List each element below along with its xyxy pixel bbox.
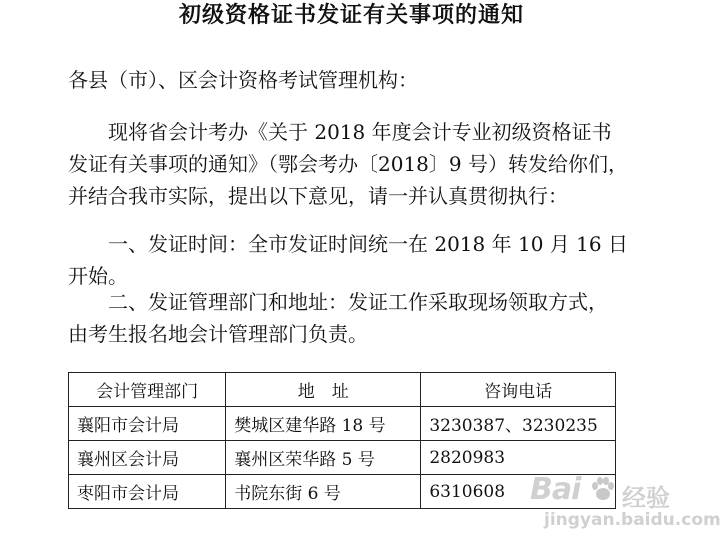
paragraph-line: 一、发证时间：全市发证时间统一在 2018 年 10 月 16 日: [108, 232, 628, 256]
document-title: 初级资格证书发证有关事项的通知: [178, 2, 524, 28]
cell-phone: 3230387、3230235: [421, 407, 616, 441]
paragraph-line: 发证有关事项的通知》（鄂会考办〔2018〕9 号）转发给你们，: [68, 152, 628, 176]
paragraph-line: 开始。: [68, 264, 128, 288]
cell-department: 襄阳市会计局: [69, 407, 226, 441]
paragraph-line: 二、发证管理部门和地址：发证工作采取现场领取方式，: [108, 290, 608, 314]
header-department: 会计管理部门: [69, 373, 226, 407]
watermark-brand-cn: 经验: [622, 484, 670, 512]
cell-address: 樊城区建华路 18 号: [226, 407, 421, 441]
cell-department: 枣阳市会计局: [69, 475, 226, 509]
header-phone: 咨询电话: [421, 373, 616, 407]
table-row: [69, 441, 616, 475]
paragraph-issue-department: [68, 286, 668, 350]
paragraph-line: 并结合我市实际，提出以下意见，请一并认真贯彻执行：: [68, 184, 568, 208]
cell-department: 襄州区会计局: [69, 441, 226, 475]
watermark-brand: Bai: [530, 472, 581, 507]
addressee: 各县（市）、区会计资格考试管理机构：: [68, 68, 418, 92]
cell-phone: 2820983: [421, 441, 616, 475]
header-address: 地 址: [226, 373, 421, 407]
cell-address: 襄州区荣华路 5 号: [226, 441, 421, 475]
baidu-jingyan-watermark: [530, 472, 721, 542]
paragraph-line: 由考生报名地会计管理部门负责。: [68, 322, 368, 346]
cell-address: 书院东街 6 号: [226, 475, 421, 509]
table-row: [69, 407, 616, 441]
baidu-paw-icon: [588, 474, 618, 504]
cell-phone: 6310608: [421, 475, 616, 509]
paragraph-line: 现将省会计考办《关于 2018 年度会计专业初级资格证书: [108, 120, 612, 144]
watermark-url: jingyan.baidu.com: [544, 510, 721, 530]
table-header-row: [69, 373, 616, 407]
paragraph-issue-time: [68, 228, 668, 292]
paragraph-forward-notice: [68, 116, 668, 212]
